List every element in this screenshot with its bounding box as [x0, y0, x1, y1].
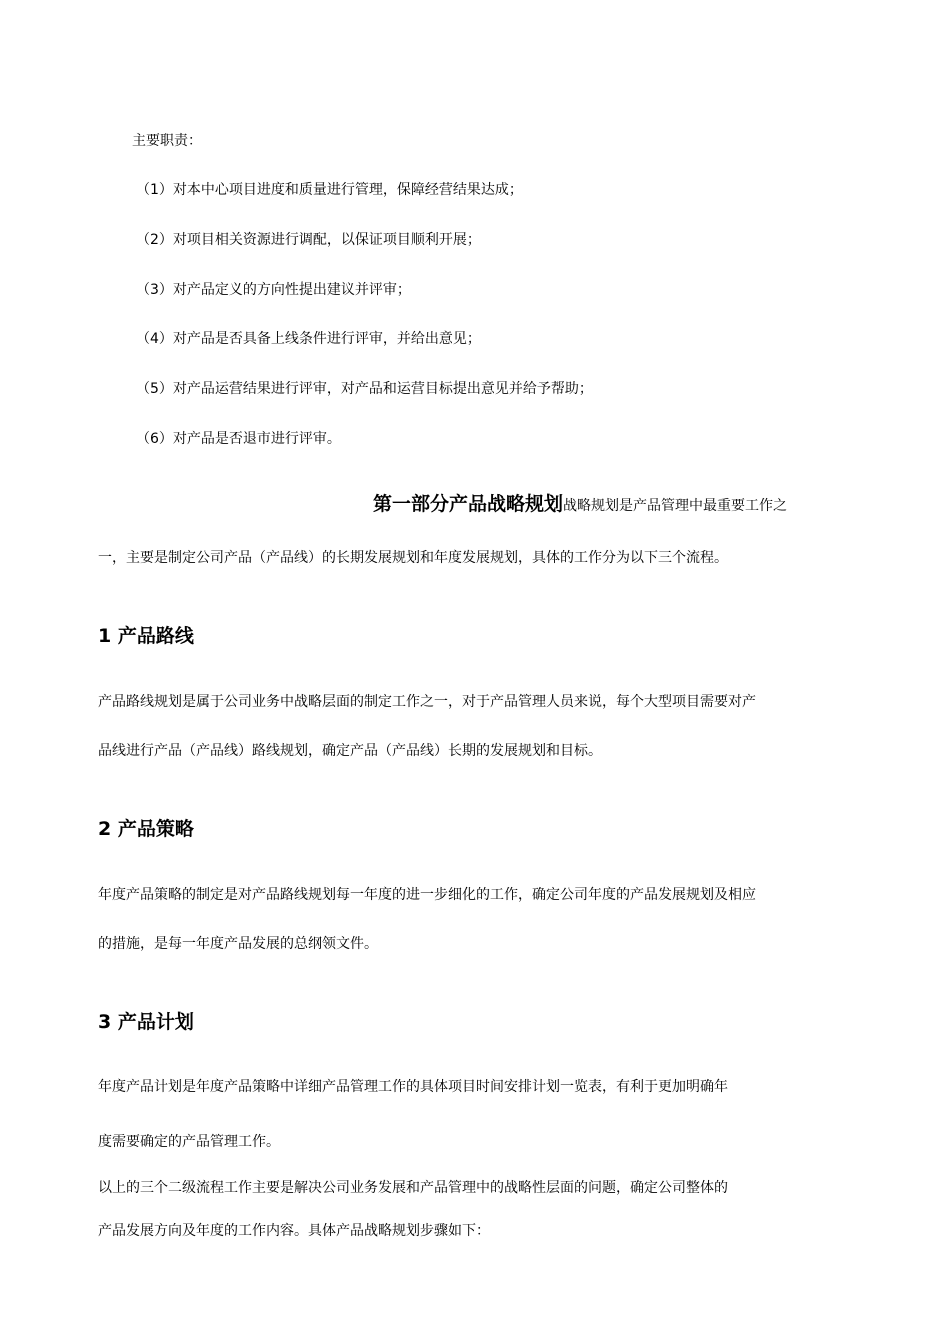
- duty-item-4: （4）对产品是否具备上线条件进行评审，并给出意见；: [136, 331, 481, 347]
- duties-heading: 主要职责：: [132, 133, 202, 149]
- section1-heading: 1 产品路线: [98, 625, 194, 647]
- part1-intro-start: 战略规划是产品管理中最重要工作之: [563, 498, 788, 514]
- duty-item-5: （5）对产品运营结果进行评审，对产品和运营目标提出意见并给予帮助；: [136, 381, 593, 397]
- section2-heading: 2 产品策略: [98, 818, 194, 840]
- part1-title-line: [373, 491, 787, 519]
- summary-line-2: 产品发展方向及年度的工作内容。具体产品战略规划步骤如下：: [98, 1223, 490, 1239]
- duty-item-2: （2）对项目相关资源进行调配，以保证项目顺利开展；: [136, 232, 481, 248]
- section2-paragraph-line-2: 的措施，是每一年度产品发展的总纲领文件。: [98, 936, 378, 952]
- duty-item-3: （3）对产品定义的方向性提出建议并评审；: [136, 282, 411, 298]
- part1-intro-continued: 一，主要是制定公司产品（产品线）的长期发展规划和年度发展规划，具体的工作分为以下三个流程。: [98, 550, 728, 566]
- section3-paragraph-line-1: 年度产品计划是年度产品策略中详细产品管理工作的具体项目时间安排计划一览表，有利于更加明确年: [98, 1079, 728, 1095]
- section3-paragraph-line-2: 度需要确定的产品管理工作。: [98, 1134, 280, 1150]
- section2-paragraph-line-1: 年度产品策略的制定是对产品路线规划每一年度的进一步细化的工作，确定公司年度的产品发展规划及相应: [98, 887, 756, 903]
- duty-item-6: （6）对产品是否退市进行评审。: [136, 431, 341, 447]
- part1-title: 第一部分产品战略规划: [373, 493, 564, 515]
- section1-paragraph-line-1: 产品路线规划是属于公司业务中战略层面的制定工作之一，对于产品管理人员来说，每个大型项目需要对产: [98, 694, 756, 710]
- section3-heading: 3 产品计划: [98, 1011, 194, 1033]
- summary-line-1: 以上的三个二级流程工作主要是解决公司业务发展和产品管理中的战略性层面的问题，确定公司整体的: [98, 1180, 728, 1196]
- duty-item-1: （1）对本中心项目进度和质量进行管理，保障经营结果达成；: [136, 182, 523, 198]
- section1-paragraph-line-2: 品线进行产品（产品线）路线规划，确定产品（产品线）长期的发展规划和目标。: [98, 743, 602, 759]
